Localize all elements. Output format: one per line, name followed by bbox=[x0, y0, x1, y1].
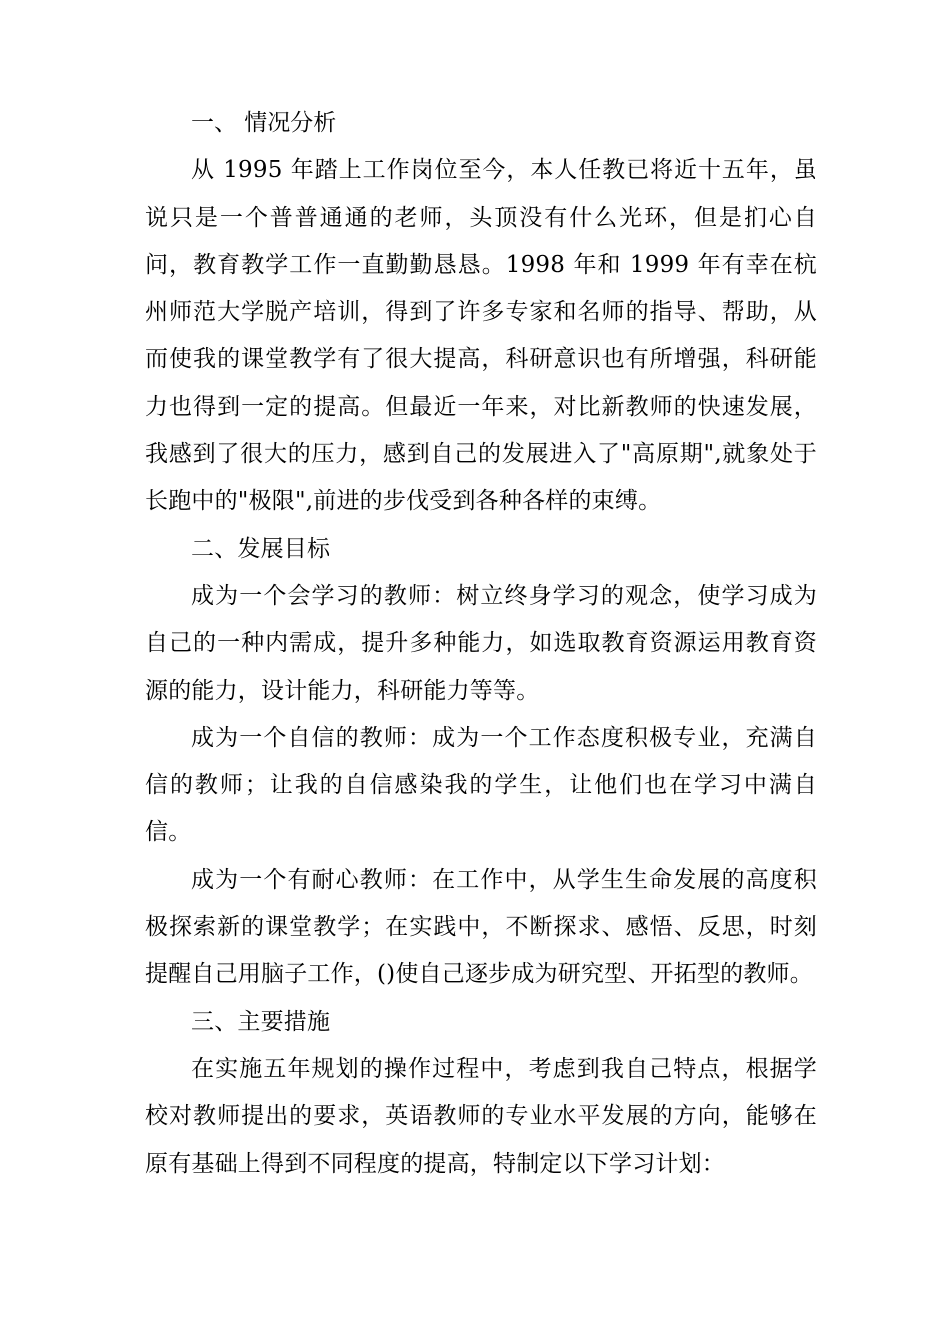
paragraph-situation-analysis: 从 1995 年踏上工作岗位至今，本人任教已将近十五年，虽说只是一个普普通通的老师，头顶没有什么光环，但是扪心自问，教育教学工作一直勤勤恳恳。1998 年和 1999 年有幸在杭州师范大学脱产培训，得到了许多专家和名师的指导、帮助，从而使我的课堂教学有了很大提高，科研意识也有所增强，科研能力也得到一定的提高。但最近一年来，对比新教师的快速发展，我感到了很大的压力，感到自己的发展进入了"高原期",就象处于长跑中的"极限",前进的步伐受到各种各样的束缚。 bbox=[145, 157, 817, 515]
section-heading-situation-analysis: 一、 情况分析 bbox=[191, 110, 337, 136]
document-body bbox=[145, 100, 817, 1188]
paragraph-main-measures: 在实施五年规划的操作过程中，考虑到我自己特点，根据学校对教师提出的要求，英语教师的专业水平发展的方向，能够在原有基础上得到不同程度的提高，特制定以下学习计划： bbox=[145, 1055, 817, 1177]
section-heading-main-measures: 三、主要措施 bbox=[191, 1008, 331, 1035]
paragraph-goal-patient-teacher: 成为一个有耐心教师：在工作中，从学生生命发展的高度积极探索新的课堂教学；在实践中，不断探求、感悟、反思，时刻提醒自己用脑子工作，()使自己逐步成为研究型、开拓型的教师。 bbox=[145, 866, 817, 988]
paragraph-goal-confident-teacher: 成为一个自信的教师：成为一个工作态度积极专业，充满自信的教师；让我的自信感染我的学生，让他们也在学习中满自信。 bbox=[145, 724, 817, 846]
paragraph-goal-learning-teacher: 成为一个会学习的教师：树立终身学习的观念，使学习成为自己的一种内需成，提升多种能力，如选取教育资源运用教育资源的能力，设计能力，科研能力等等。 bbox=[145, 582, 817, 704]
section-heading-development-goals: 二、发展目标 bbox=[191, 535, 331, 562]
